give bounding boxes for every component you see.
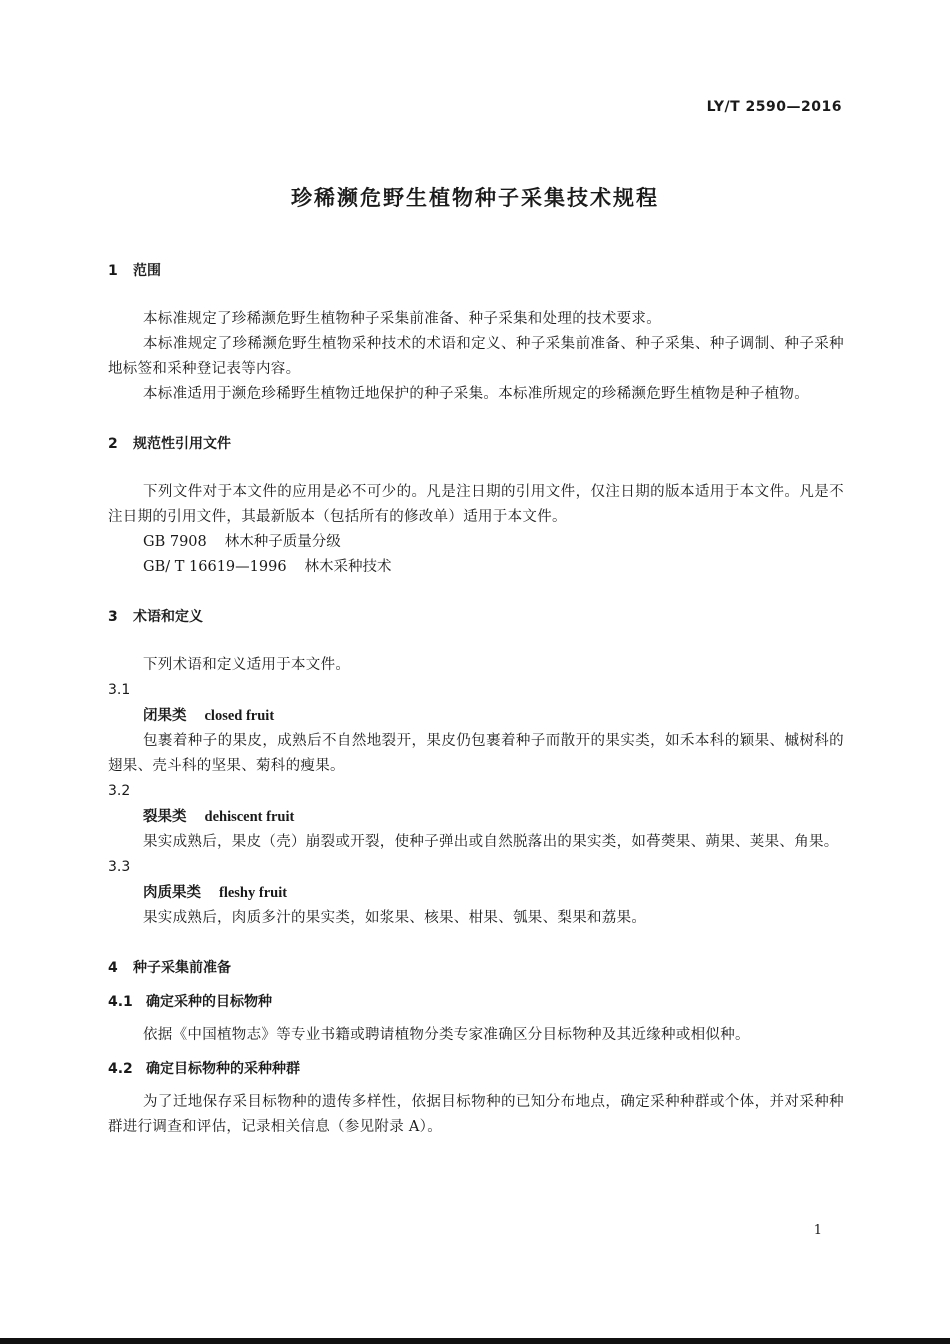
- paragraph: 本标准适用于濒危珍稀野生植物迁地保护的种子采集。本标准所规定的珍稀濒危野生植物是种子植物。: [143, 386, 809, 402]
- section-heading-1: 1 范围: [108, 263, 161, 279]
- subsection-heading-4-2: 4.2 确定目标物种的采种种群: [108, 1061, 300, 1077]
- page-number: 1: [813, 1223, 822, 1238]
- bottom-border: [0, 1338, 950, 1344]
- term-title: 闭果类 closed fruit: [143, 707, 275, 724]
- term-title: 裂果类 dehiscent fruit: [143, 808, 295, 825]
- reference-item: GB 7908 林木种子质量分级: [143, 534, 341, 550]
- section-heading-4: 4 种子采集前准备: [108, 960, 231, 976]
- term-definition: 包裹着种子的果皮，成熟后不自然地裂开，果皮仍包裹着种子而散开的果实类，如禾本科的颖果、槭树科的翅果、壳斗科的坚果、菊科的瘦果。: [108, 733, 844, 774]
- term-definition: 果实成熟后，果皮（壳）崩裂或开裂，使种子弹出或自然脱落出的果实类，如蓇葖果、蒴果、荚果、角果。: [143, 834, 839, 850]
- document-body: [108, 258, 844, 1140]
- paragraph: 依据《中国植物志》等专业书籍或聘请植物分类专家准确区分目标物种及其近缘种或相似种。: [143, 1027, 750, 1043]
- term-number: 3.2: [108, 783, 131, 799]
- standard-code: LY/T 2590—2016: [706, 99, 842, 115]
- term-number: 3.1: [108, 682, 131, 698]
- subsection-heading-4-1: 4.1 确定采种的目标物种: [108, 994, 272, 1010]
- paragraph: 下列术语和定义适用于本文件。: [143, 657, 351, 673]
- term-definition: 果实成熟后，肉质多汁的果实类，如浆果、核果、柑果、瓠果、梨果和荔果。: [143, 910, 647, 926]
- term-number: 3.3: [108, 859, 131, 875]
- paragraph: 本标准规定了珍稀濒危野生植物种子采集前准备、种子采集和处理的技术要求。: [143, 311, 661, 327]
- section-heading-2: 2 规范性引用文件: [108, 436, 231, 452]
- paragraph: 本标准规定了珍稀濒危野生植物采种技术的术语和定义、种子采集前准备、种子采集、种子调制、种子采种地标签和采种登记表等内容。: [108, 336, 844, 377]
- document-title: 珍稀濒危野生植物种子采集技术规程: [291, 186, 659, 210]
- paragraph: 下列文件对于本文件的应用是必不可少的。凡是注日期的引用文件，仅注日期的版本适用于本文件。凡是不注日期的引用文件，其最新版本（包括所有的修改单）适用于本文件。: [108, 484, 844, 525]
- paragraph: 为了迁地保存采目标物种的遗传多样性，依据目标物种的已知分布地点，确定采种种群或个体，并对采种种群进行调查和评估，记录相关信息（参见附录 A）。: [108, 1094, 844, 1135]
- reference-item: GB/ T 16619—1996 林木采种技术: [143, 559, 392, 575]
- section-heading-3: 3 术语和定义: [108, 609, 203, 625]
- term-title: 肉质果类 fleshy fruit: [143, 884, 288, 901]
